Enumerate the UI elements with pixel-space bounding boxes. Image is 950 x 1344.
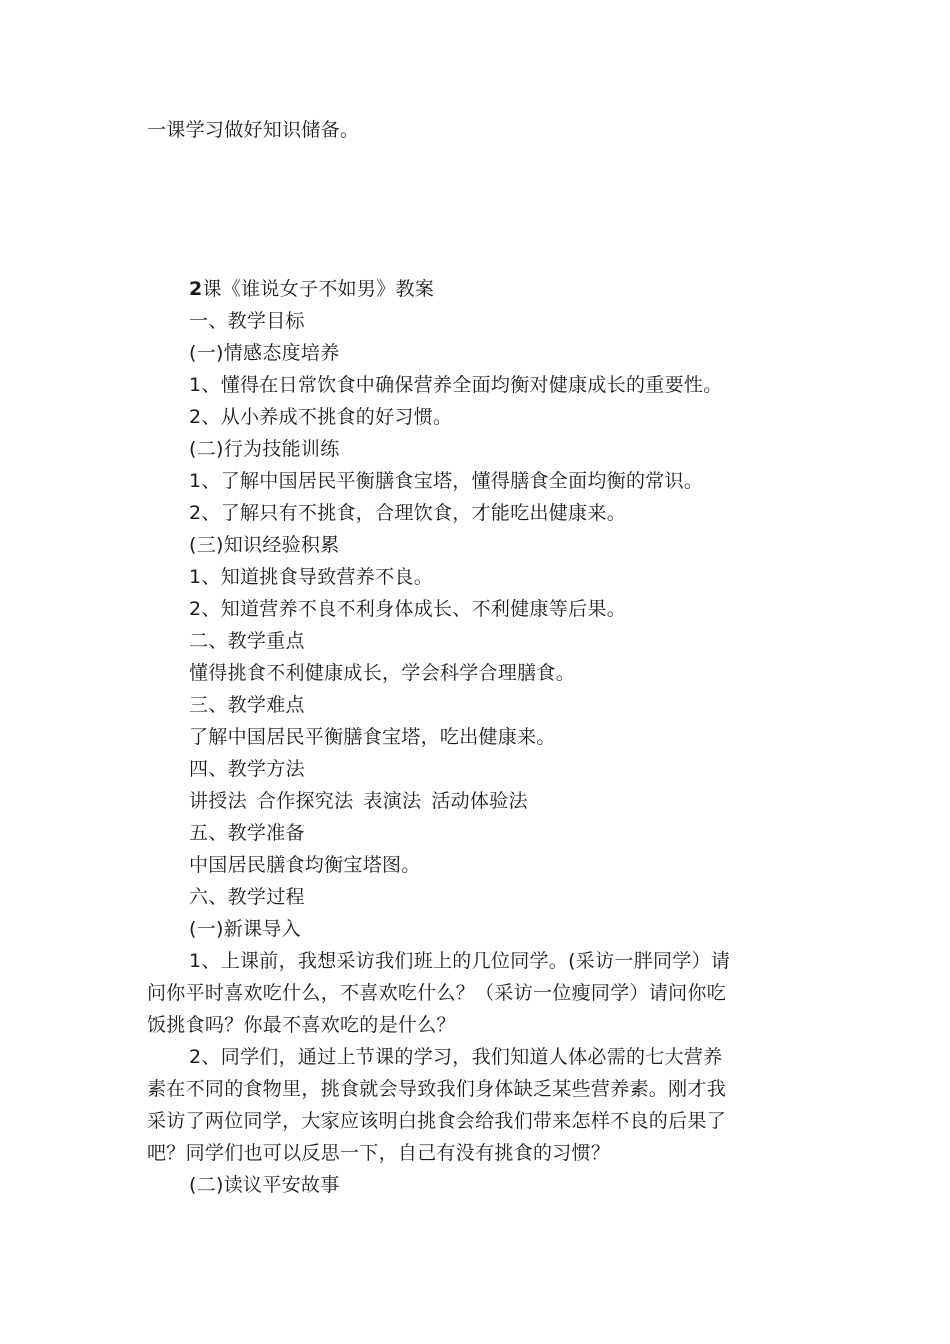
list-item: 1、了解中国居民平衡膳食宝塔，懂得膳食全面均衡的常识。 bbox=[189, 470, 704, 492]
section-heading-process: 六、教学过程 bbox=[189, 886, 305, 908]
method-item: 表演法 bbox=[363, 790, 422, 812]
subheading-skills: (二)行为技能训练 bbox=[189, 438, 340, 460]
subheading-intro: (一)新课导入 bbox=[189, 918, 301, 940]
key-text: 懂得挑食不利健康成长，学会科学合理膳食。 bbox=[189, 662, 576, 684]
lesson-title bbox=[189, 273, 434, 305]
subheading-knowledge: (三)知识经验积累 bbox=[189, 534, 340, 556]
paragraph-line: 素在不同的食物里，挑食就会导致我们身体缺乏某些营养素。刚才我 bbox=[147, 1078, 727, 1100]
paragraph-line: 问你平时喜欢吃什么，不喜欢吃什么？（采访一位瘦同学）请问你吃 bbox=[147, 982, 727, 1004]
section-heading-difficulty: 三、教学难点 bbox=[189, 694, 305, 716]
subheading-emotion: (一)情感态度培养 bbox=[189, 342, 340, 364]
preparation-text: 中国居民膳食均衡宝塔图。 bbox=[189, 854, 421, 876]
list-item: 2、从小养成不挑食的好习惯。 bbox=[189, 406, 453, 428]
paragraph-line: 2、同学们，通过上节课的学习，我们知道人体必需的七大营养 bbox=[189, 1046, 723, 1068]
continuation-text: 一课学习做好知识储备。 bbox=[147, 119, 360, 141]
paragraph-line: 1、上课前，我想采访我们班上的几位同学。(采访一胖同学）请 bbox=[189, 950, 731, 972]
difficulty-text: 了解中国居民平衡膳食宝塔，吃出健康来。 bbox=[189, 726, 556, 748]
paragraph-line: 采访了两位同学，大家应该明白挑食会给我们带来怎样不良的后果了 bbox=[147, 1110, 727, 1132]
paragraph-line: 饭挑食吗？你最不喜欢吃的是什么？ bbox=[147, 1014, 456, 1036]
section-heading-methods: 四、教学方法 bbox=[189, 758, 305, 780]
lesson-title-text: 课《谁说女子不如男》教案 bbox=[202, 278, 435, 300]
method-item: 合作探究法 bbox=[256, 790, 354, 812]
list-item: 2、知道营养不良不利身体成长、不利健康等后果。 bbox=[189, 598, 626, 620]
list-item: 1、懂得在日常饮食中确保营养全面均衡对健康成长的重要性。 bbox=[189, 374, 723, 396]
method-item: 讲授法 bbox=[189, 790, 247, 812]
lesson-number: 2 bbox=[189, 278, 203, 300]
method-item: 活动体验法 bbox=[431, 790, 528, 812]
methods-list bbox=[189, 785, 538, 817]
section-heading-preparation: 五、教学准备 bbox=[189, 822, 305, 844]
section-heading-key: 二、教学重点 bbox=[189, 630, 305, 652]
subheading-story: (二)读议平安故事 bbox=[189, 1174, 340, 1196]
paragraph-line: 吧？同学们也可以反思一下，自己有没有挑食的习惯？ bbox=[147, 1142, 611, 1164]
list-item: 1、知道挑食导致营养不良。 bbox=[189, 566, 433, 588]
section-heading-goals: 一、教学目标 bbox=[189, 310, 305, 332]
list-item: 2、了解只有不挑食，合理饮食，才能吃出健康来。 bbox=[189, 502, 626, 524]
